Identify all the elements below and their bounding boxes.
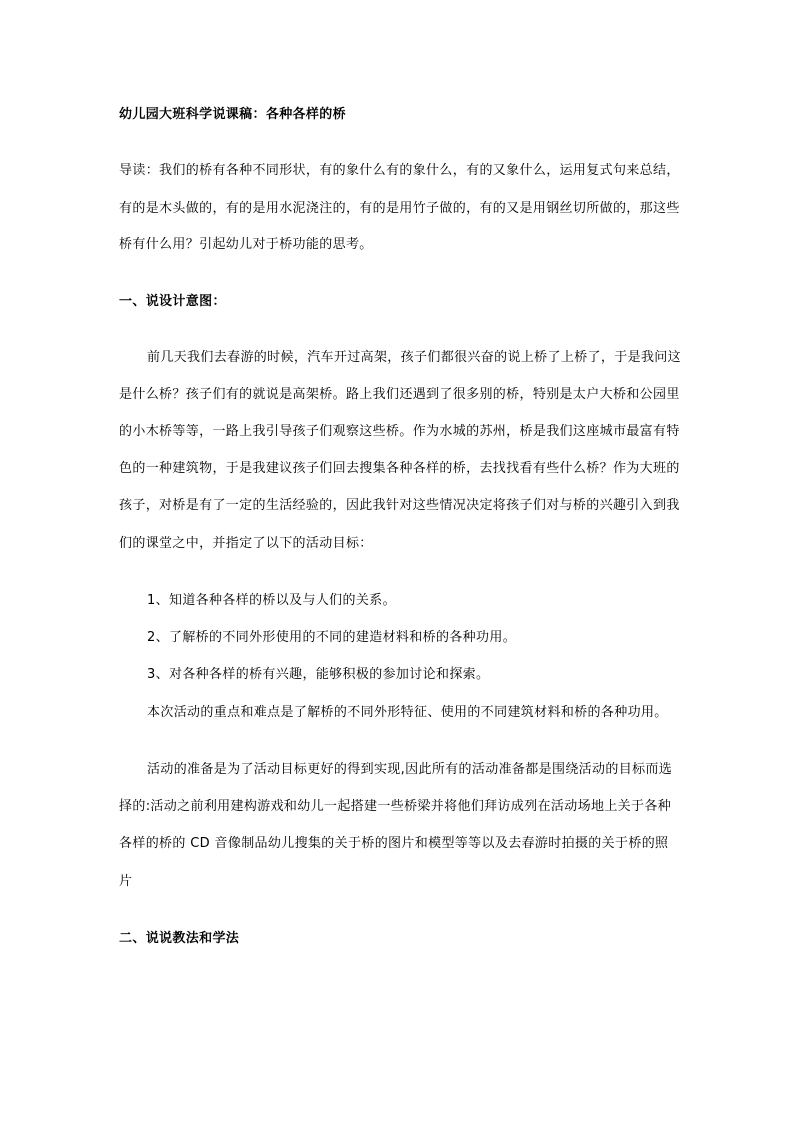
goal-item: 2、了解桥的不同外形使用的不同的建造材料和桥的各种功用。 (147, 630, 517, 645)
paragraph-line: 色的一种建筑物，于是我建议孩子们回去搜集各种各样的桥，去找找看有些什么桥？作为大班的 (119, 461, 680, 476)
paragraph-line: 各样的桥的 CD 音像制品幼儿搜集的关于桥的图片和模型等等以及去春游时拍摄的关于桥的照 (119, 836, 669, 851)
intro-line: 有的是木头做的，有的是用水泥浇注的，有的是用竹子做的，有的又是用钢丝切所做的，那这些 (119, 201, 680, 216)
paragraph-line: 孩子，对桥是有了一定的生活经验的，因此我针对这些情况决定将孩子们对与桥的兴趣引入到我 (119, 498, 680, 513)
section-heading-teaching-methods: 二、说说教法和学法 (119, 931, 240, 946)
paragraph-line: 的小木桥等等，一路上我引导孩子们观察这些桥。作为水城的苏州，桥是我们这座城市最富有特 (119, 424, 680, 439)
paragraph-line: 前几天我们去春游的时候，汽车开过高架，孩子们都很兴奋的说上桥了上桥了，于是我问这 (147, 350, 682, 365)
paragraph-line: 活动的准备是为了活动目标更好的得到实现,因此所有的活动准备都是围绕活动的目标而选 (147, 762, 673, 777)
goal-item: 1、知道各种各样的桥以及与人们的关系。 (147, 593, 396, 608)
paragraph-line: 是什么桥？孩子们有的就说是高架桥。路上我们还遇到了很多别的桥，特别是太户大桥和公园里 (119, 387, 680, 402)
goal-item: 3、对各种各样的桥有兴趣，能够积极的参加讨论和探索。 (147, 667, 490, 682)
paragraph-line: 们的课堂之中，并指定了以下的活动目标： (119, 536, 373, 551)
focus-statement: 本次活动的重点和难点是了解桥的不同外形特征、使用的不同建筑材料和桥的各种功用。 (147, 705, 668, 720)
intro-line: 导读：我们的桥有各种不同形状，有的象什么有的象什么，有的又象什么，运用复式句来总结， (119, 163, 680, 178)
paragraph-line: 片 (119, 874, 133, 889)
intro-line: 桥有什么用？引起幼儿对于桥功能的思考。 (119, 237, 373, 252)
section-heading-design-intent: 一、说设计意图： (119, 294, 226, 309)
document-title: 幼儿园大班科学说课稿：各种各样的桥 (119, 107, 346, 122)
paragraph-line: 择的:活动之前利用建构游戏和幼儿一起搭建一些桥梁并将他们拜访成列在活动场地上关于各种 (119, 799, 672, 814)
